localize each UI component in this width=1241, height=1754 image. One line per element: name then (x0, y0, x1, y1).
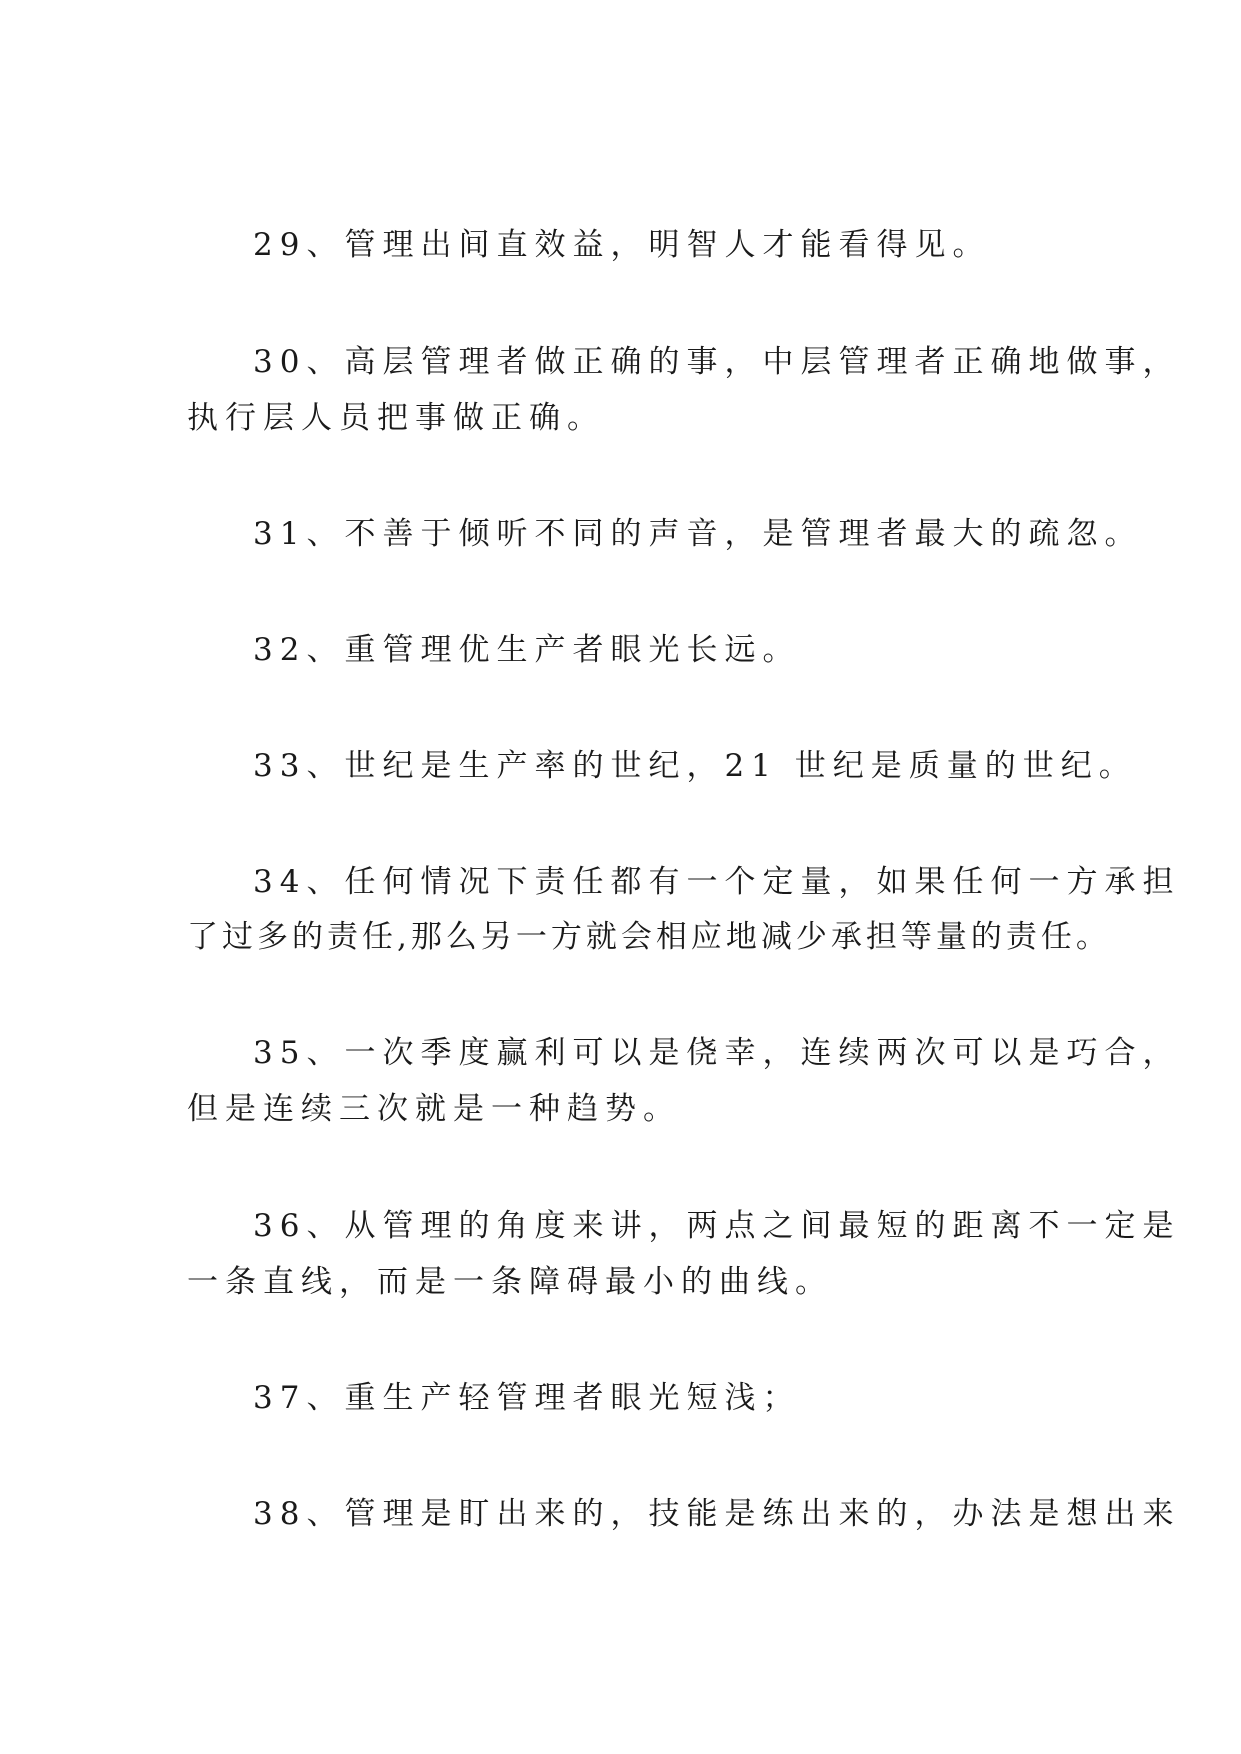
paragraph-35-line-2: 但是连续三次就是一种趋势。 (187, 1091, 681, 1127)
paragraph-38-line-1: 38、管理是盯出来的，技能是练出来的，办法是想出来 (253, 1496, 1181, 1532)
paragraph-36-line-2: 一条直线，而是一条障碍最小的曲线。 (187, 1264, 833, 1300)
paragraph-35-line-1: 35、一次季度赢利可以是侥幸，连续两次可以是巧合， (253, 1035, 1181, 1071)
paragraph-33-line-1: 33、世纪是生产率的世纪，21 世纪是质量的世纪。 (253, 748, 1137, 784)
paragraph-30-line-1: 30、高层管理者做正确的事，中层管理者正确地做事， (253, 344, 1181, 380)
paragraph-32-line-1: 32、重管理优生产者眼光长远。 (253, 632, 801, 668)
paragraph-30-line-2: 执行层人员把事做正确。 (187, 400, 605, 436)
paragraph-29-line-1: 29、管理出间直效益，明智人才能看得见。 (253, 227, 991, 263)
paragraph-36-line-1: 36、从管理的角度来讲，两点之间最短的距离不一定是 (253, 1208, 1181, 1244)
paragraph-34-line-1: 34、任何情况下责任都有一个定量，如果任何一方承担 (253, 864, 1181, 900)
paragraph-37-line-1: 37、重生产轻管理者眼光短浅； (253, 1380, 801, 1416)
paragraph-31-line-1: 31、不善于倾听不同的声音，是管理者最大的疏忽。 (253, 516, 1143, 552)
paragraph-34-line-2: 了过多的责任,那么另一方就会相应地减少承担等量的责任。 (187, 919, 1111, 955)
